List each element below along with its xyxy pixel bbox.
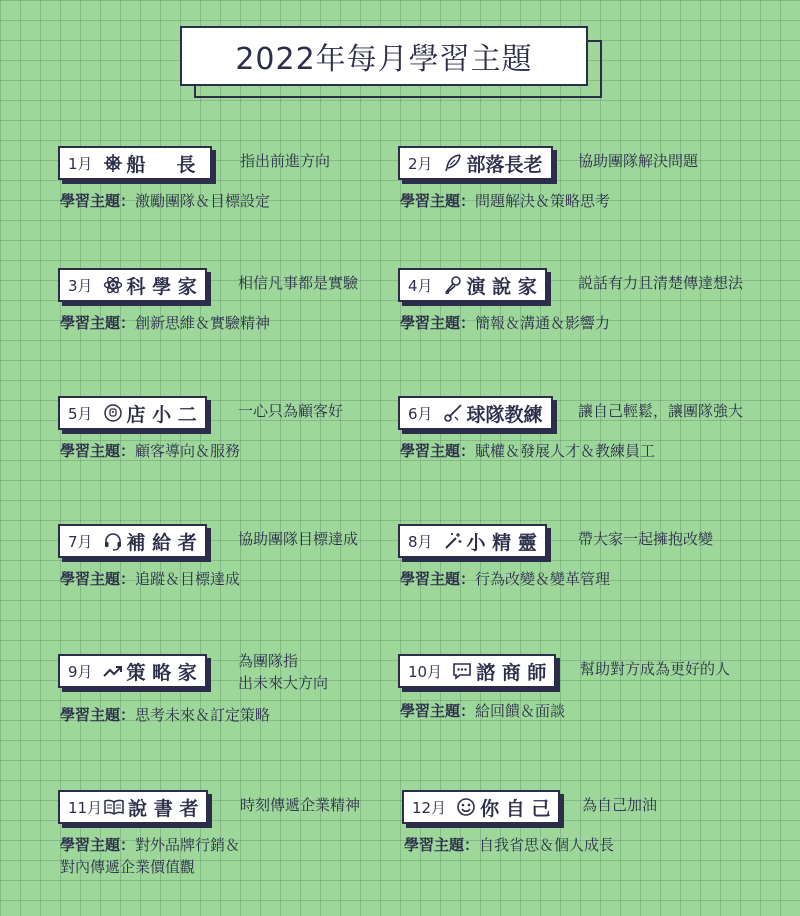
- theme-separator: ：: [120, 706, 136, 724]
- theme-text: 賦權＆發展人才＆教練員工: [475, 442, 656, 460]
- month-number: 11月: [68, 798, 103, 817]
- theme-label: 學習主題: [60, 442, 121, 460]
- magic-wand-icon: [443, 531, 463, 551]
- feather-icon: [443, 153, 463, 173]
- theme-text-line-2: 對內傳遞企業價值觀: [60, 858, 196, 876]
- theme-text: 激勵團隊＆目標設定: [135, 192, 271, 210]
- month-number: 8月: [408, 532, 433, 551]
- month-tag: [398, 654, 556, 688]
- theme-label: 學習主題: [60, 192, 121, 210]
- atom-icon: [103, 275, 123, 295]
- learning-theme: [60, 704, 270, 726]
- role-name: 演 說 家: [466, 275, 537, 298]
- role-name: 小 精 靈: [466, 531, 537, 554]
- month-tag: [58, 146, 212, 180]
- theme-separator: ：: [120, 192, 136, 210]
- month-tag: [398, 524, 547, 558]
- theme-separator: ：: [120, 314, 136, 332]
- smiley-icon: [456, 797, 476, 817]
- theme-label: 學習主題: [60, 570, 121, 588]
- theme-label: 學習主題: [400, 570, 461, 588]
- role-name: 店 小 二: [126, 403, 197, 426]
- theme-text: 追蹤＆目標達成: [135, 570, 241, 588]
- open-book-icon: [104, 797, 124, 817]
- headset-icon: [103, 531, 123, 551]
- month-number: 7月: [68, 532, 93, 551]
- month-tag: [58, 268, 207, 302]
- tagline: 相信凡事都是實驗: [238, 274, 359, 292]
- month-tag: [398, 268, 547, 302]
- learning-theme: [404, 834, 614, 856]
- server-bot-icon: [103, 403, 123, 423]
- theme-text: 顧客導向＆服務: [135, 442, 241, 460]
- title-banner: [180, 26, 600, 96]
- tagline: 一心只為顧客好: [238, 402, 344, 420]
- learning-theme: [60, 568, 240, 590]
- learning-theme: [60, 312, 270, 334]
- theme-text: 思考未來＆訂定策略: [135, 706, 271, 724]
- trend-line-icon: [103, 661, 123, 681]
- page-title: 2022年每月學習主題: [180, 26, 588, 86]
- theme-separator: ：: [120, 570, 136, 588]
- month-number: 5月: [68, 404, 93, 423]
- role-name: 科 學 家: [126, 275, 197, 298]
- learning-theme: [400, 568, 610, 590]
- theme-text: 對外品牌行銷＆: [135, 836, 241, 854]
- theme-separator: ：: [464, 836, 480, 854]
- tagline: 帶大家一起擁抱改變: [578, 530, 714, 548]
- learning-theme: [400, 440, 655, 462]
- tagline: 幫助對方成為更好的人: [580, 660, 731, 678]
- theme-label: 學習主題: [400, 702, 461, 720]
- learning-theme: [60, 440, 240, 462]
- theme-label: 學習主題: [400, 314, 461, 332]
- tagline: 協助團隊解決問題: [578, 152, 699, 170]
- theme-text: 給回饋＆面談: [475, 702, 566, 720]
- theme-separator: ：: [460, 702, 476, 720]
- role-name: 船 長: [126, 153, 202, 176]
- tagline-line: 出未來大方向: [238, 674, 329, 692]
- learning-theme: [60, 190, 270, 212]
- theme-label: 學習主題: [60, 314, 121, 332]
- theme-label: 學習主題: [404, 836, 465, 854]
- month-tag: [58, 524, 207, 558]
- tagline-line: 為團隊指: [238, 652, 299, 670]
- chat-bubble-icon: [452, 661, 472, 681]
- role-name: 球隊教練: [466, 403, 543, 426]
- learning-theme: [400, 312, 610, 334]
- theme-text: 自我省思＆個人成長: [479, 836, 615, 854]
- theme-separator: ：: [120, 442, 136, 460]
- learning-theme: [400, 190, 610, 212]
- month-number: 1月: [68, 154, 93, 173]
- microphone-icon: [443, 275, 463, 295]
- tagline: 時刻傳遞企業精神: [240, 796, 361, 814]
- role-name: 補 給 者: [126, 531, 197, 554]
- theme-separator: ：: [460, 314, 476, 332]
- ship-wheel-icon: [103, 153, 123, 173]
- month-number: 10月: [408, 662, 443, 681]
- theme-label: 學習主題: [60, 836, 121, 854]
- tagline: 説話有力且清楚傳達想法: [578, 274, 744, 292]
- month-number: 3月: [68, 276, 93, 295]
- tagline: 協助團隊目標達成: [238, 530, 359, 548]
- role-name: 你 自 己: [480, 797, 551, 820]
- month-number: 6月: [408, 404, 433, 423]
- whistle-icon: [443, 403, 463, 423]
- month-number: 9月: [68, 662, 93, 681]
- theme-separator: ：: [460, 192, 476, 210]
- tagline: 指出前進方向: [240, 152, 331, 170]
- month-number: 4月: [408, 276, 433, 295]
- theme-separator: ：: [120, 836, 136, 854]
- learning-theme: [400, 700, 565, 722]
- theme-text: 問題解決＆策略思考: [475, 192, 611, 210]
- month-tag: [58, 790, 208, 824]
- month-tag: [58, 654, 207, 688]
- role-name: 部落長老: [466, 153, 543, 176]
- role-name: 諮 商 師: [476, 661, 547, 684]
- theme-text: 創新思維＆實驗精神: [135, 314, 271, 332]
- theme-label: 學習主題: [60, 706, 121, 724]
- month-tag: [398, 146, 553, 180]
- theme-text: 行為改變＆變革管理: [475, 570, 611, 588]
- theme-text: 簡報＆溝通＆影響力: [475, 314, 611, 332]
- tagline: 為自己加油: [582, 796, 658, 814]
- role-name: 說 書 者: [128, 797, 199, 820]
- month-tag: [58, 396, 207, 430]
- theme-label: 學習主題: [400, 442, 461, 460]
- tagline: [238, 650, 328, 694]
- theme-separator: ：: [460, 442, 476, 460]
- month-tag: [398, 396, 553, 430]
- learning-theme: [60, 834, 240, 878]
- tagline: 讓自己輕鬆，讓團隊強大: [578, 402, 744, 420]
- month-number: 12月: [412, 798, 447, 817]
- theme-label: 學習主題: [400, 192, 461, 210]
- role-name: 策 略 家: [126, 661, 197, 684]
- theme-separator: ：: [460, 570, 476, 588]
- month-number: 2月: [408, 154, 433, 173]
- month-tag: [402, 790, 560, 824]
